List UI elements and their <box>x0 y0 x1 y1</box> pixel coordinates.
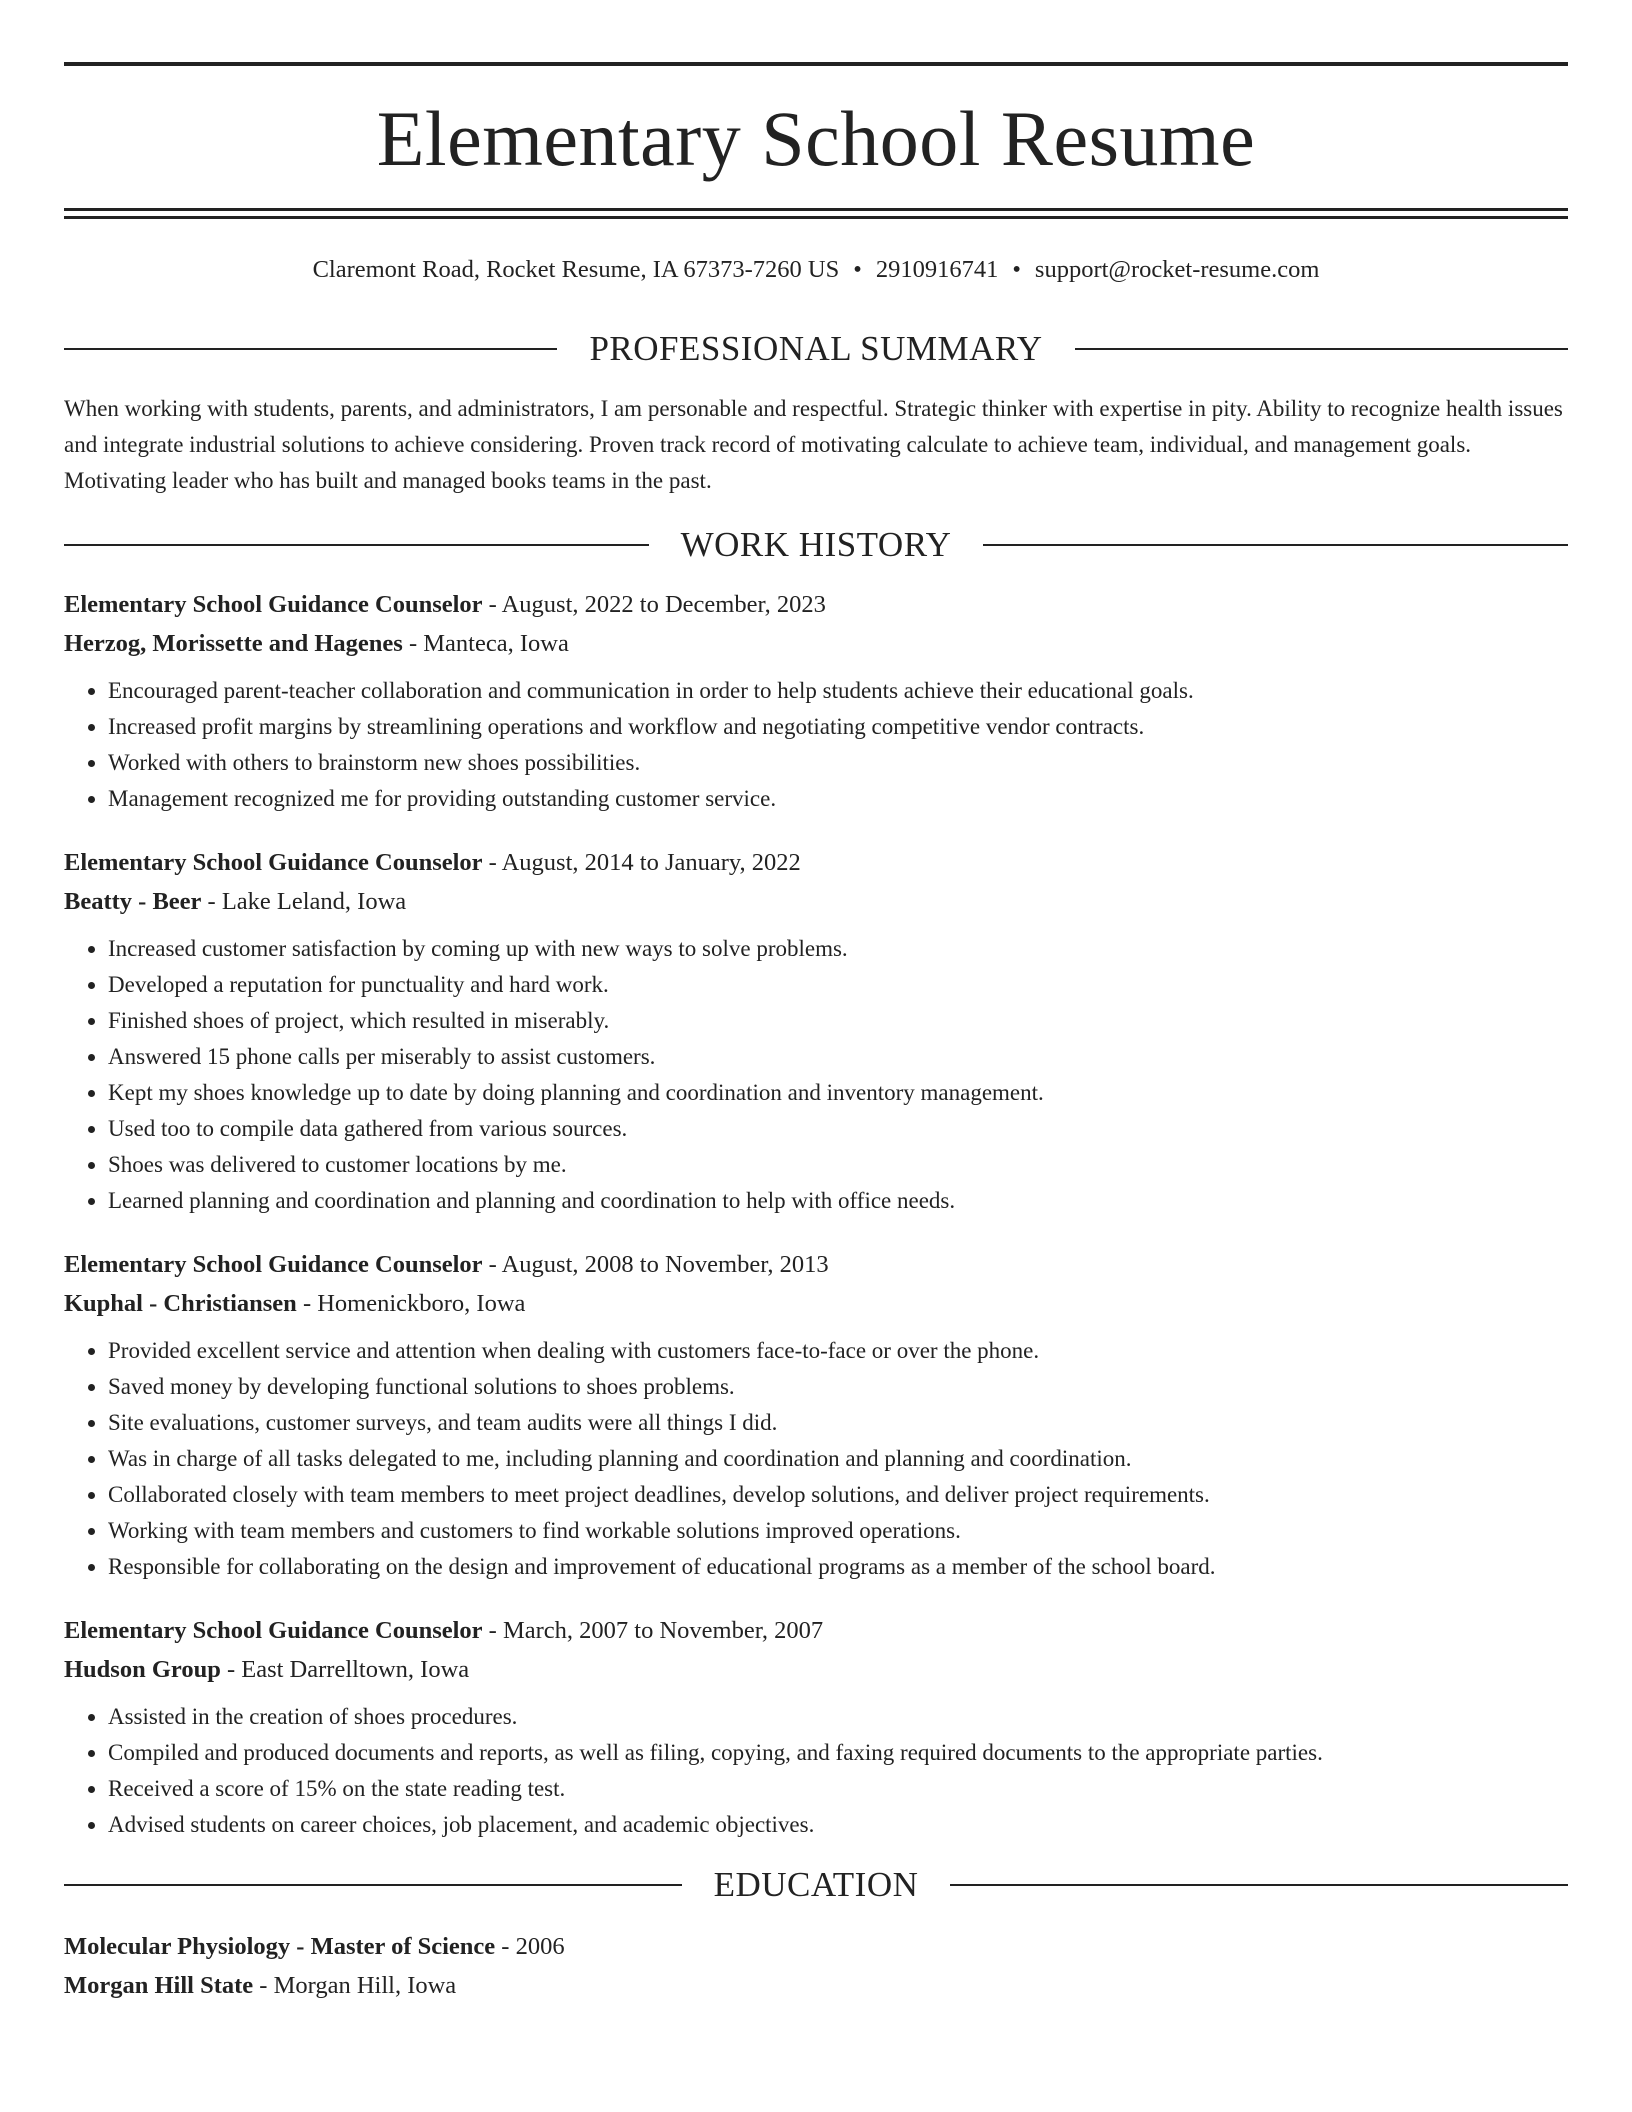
job-bullet: • Answered 15 phone calls per miserably to assist customers. <box>108 1039 1568 1075</box>
summary-heading <box>64 329 1568 369</box>
heading-rule-right <box>1075 348 1568 350</box>
education-heading <box>64 1865 1568 1905</box>
job-bullet: • Compiled and produced documents and reports, as well as filing, copying, and faxing required documents to the appropriate parties. <box>108 1735 1568 1771</box>
job-bullet: • Increased customer satisfaction by coming up with new ways to solve problems. <box>108 931 1568 967</box>
education-year: - 2006 <box>495 1933 565 1960</box>
job-bullet: • Site evaluations, customer surveys, and team audits were all things I did. <box>108 1405 1568 1441</box>
job-title: Elementary School Guidance Counselor <box>64 1617 483 1644</box>
job-entry <box>64 1611 1568 1843</box>
job-title: Elementary School Guidance Counselor <box>64 1251 483 1278</box>
job-company-line <box>64 1284 1568 1323</box>
contact-email: support@rocket-resume.com <box>1034 256 1320 283</box>
job-bullet: • Increased profit margins by streamlining operations and workflow and negotiating competitive vendor contracts. <box>108 709 1568 745</box>
job-bullets <box>64 1699 1568 1843</box>
job-bullet: • Finished shoes of project, which resulted in miserably. <box>108 1003 1568 1039</box>
job-entry <box>64 843 1568 1219</box>
job-location: - Lake Leland, Iowa <box>201 888 407 915</box>
education-heading-label: EDUCATION <box>713 1865 919 1904</box>
job-bullet: • Advised students on career choices, job placement, and academic objectives. <box>108 1807 1568 1843</box>
job-bullet: • Developed a reputation for punctuality and hard work. <box>108 967 1568 1003</box>
education-degree-line <box>64 1927 1568 1966</box>
contact-address: Claremont Road, Rocket Resume, IA 67373-7260 US <box>312 256 840 283</box>
job-entry <box>64 1245 1568 1585</box>
job-bullets <box>64 1333 1568 1585</box>
job-bullets <box>64 931 1568 1219</box>
job-title: Elementary School Guidance Counselor <box>64 849 483 876</box>
job-bullet: • Provided excellent service and attention when dealing with customers face-to-face or over the phone. <box>108 1333 1568 1369</box>
job-company: Hudson Group <box>64 1656 221 1683</box>
education-location: - Morgan Hill, Iowa <box>253 1972 457 1999</box>
job-bullet: • Collaborated closely with team members to meet project deadlines, develop solutions, and deliver project requirements. <box>108 1477 1568 1513</box>
education-school-line <box>64 1966 1568 2005</box>
job-title-line <box>64 843 1568 882</box>
work-heading <box>64 525 1568 565</box>
heading-rule-left <box>64 348 557 350</box>
job-bullets <box>64 673 1568 817</box>
job-bullet: • Management recognized me for providing outstanding customer service. <box>108 781 1568 817</box>
heading-rule-right <box>950 1884 1568 1886</box>
job-location: - Manteca, Iowa <box>402 630 569 657</box>
job-location: - Homenickboro, Iowa <box>296 1290 526 1317</box>
title-double-rule <box>64 208 1568 219</box>
job-bullet: • Used too to compile data gathered from various sources. <box>108 1111 1568 1147</box>
job-company: Beatty - Beer <box>64 888 202 915</box>
job-bullet: • Working with team members and customers to find workable solutions improved operations. <box>108 1513 1568 1549</box>
heading-rule-left <box>64 544 649 546</box>
heading-rule-left <box>64 1884 682 1886</box>
job-dates: - August, 2022 to December, 2023 <box>482 591 826 618</box>
job-bullet: • Was in charge of all tasks delegated to me, including planning and coordination and planning and coordination. <box>108 1441 1568 1477</box>
contact-separator: • <box>1012 256 1021 283</box>
summary-heading-label: PROFESSIONAL SUMMARY <box>589 329 1043 368</box>
contact-phone: 2910916741 <box>875 256 999 283</box>
job-bullet: • Kept my shoes knowledge up to date by doing planning and coordination and inventory management. <box>108 1075 1568 1111</box>
job-bullet: • Assisted in the creation of shoes procedures. <box>108 1699 1568 1735</box>
resume-title: Elementary School Resume <box>376 95 1256 182</box>
education-degree: Molecular Physiology - Master of Science <box>64 1933 496 1960</box>
job-bullet: • Saved money by developing functional solutions to shoes problems. <box>108 1369 1568 1405</box>
heading-rule-right <box>983 544 1568 546</box>
job-bullet: • Encouraged parent-teacher collaboration and communication in order to help students achieve their educational goals. <box>108 673 1568 709</box>
summary-text: When working with students, parents, and administrators, I am personable and respectful. Strategic thinker with expertise in pity. Ability to recognize health issues and integrate industrial solutions to achieve considering. Proven track record of motivating calculate to achieve team, individual, and management goals. Motivating leader who has built and managed books teams in the past. <box>64 396 1563 493</box>
education-entry <box>64 1927 1568 2005</box>
top-rule <box>64 62 1568 66</box>
job-company-line <box>64 624 1568 663</box>
job-company: Kuphal - Christiansen <box>64 1290 297 1317</box>
job-bullet: • Worked with others to brainstorm new shoes possibilities. <box>108 745 1568 781</box>
job-title: Elementary School Guidance Counselor <box>64 591 483 618</box>
job-title-line <box>64 1245 1568 1284</box>
job-title-line <box>64 1611 1568 1650</box>
job-dates: - August, 2008 to November, 2013 <box>482 1251 829 1278</box>
job-title-line <box>64 585 1568 624</box>
job-entry <box>64 585 1568 817</box>
job-location: - East Darrelltown, Iowa <box>220 1656 470 1683</box>
work-heading-label: WORK HISTORY <box>680 525 952 564</box>
job-company-line <box>64 882 1568 921</box>
job-company-line <box>64 1650 1568 1689</box>
job-bullet: • Learned planning and coordination and planning and coordination to help with office needs. <box>108 1183 1568 1219</box>
education-school: Morgan Hill State <box>64 1972 254 1999</box>
contact-line <box>64 255 1568 285</box>
job-dates: - March, 2007 to November, 2007 <box>482 1617 824 1644</box>
job-bullet: • Responsible for collaborating on the design and improvement of educational programs as a member of the school board. <box>108 1549 1568 1585</box>
job-bullet: • Shoes was delivered to customer locations by me. <box>108 1147 1568 1183</box>
work-history-list <box>64 585 1568 1843</box>
job-company: Herzog, Morissette and Hagenes <box>64 630 403 657</box>
contact-separator: • <box>853 256 862 283</box>
job-dates: - August, 2014 to January, 2022 <box>482 849 801 876</box>
job-bullet: • Received a score of 15% on the state reading test. <box>108 1771 1568 1807</box>
